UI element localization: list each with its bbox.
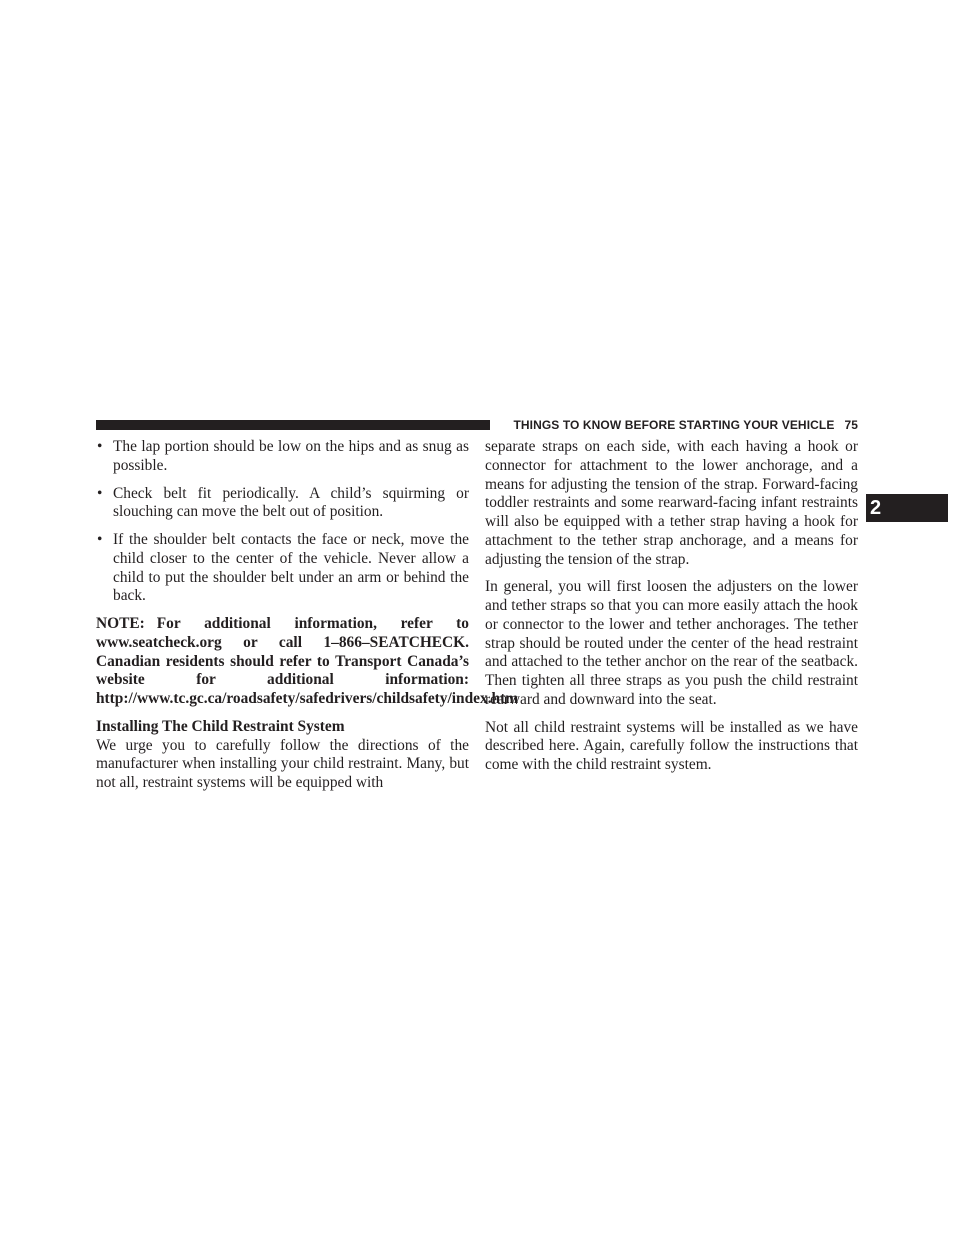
page-number: 75 — [844, 418, 858, 432]
bullet-text: Check belt fit periodically. A child’s squirming or slouching can move the belt out of position. — [113, 484, 469, 521]
chapter-tab: 2 — [866, 494, 948, 522]
list-item — [96, 531, 469, 606]
note-label: NOTE: — [96, 615, 145, 632]
header-title: THINGS TO KNOW BEFORE STARTING YOUR VEHICLE — [513, 418, 835, 432]
running-header — [513, 417, 858, 433]
bullet-icon: • — [97, 438, 103, 455]
right-column — [485, 438, 858, 784]
note-text: For additional information, refer to www.seatcheck.org or call 1–866–SEATCHECK. Canadian residents should refer to Transport Canada’s website for additional information: http://www.tc.gc.ca/roadsafety/safedrivers/childsafety/index.htm — [96, 615, 519, 707]
list-item — [96, 485, 469, 523]
bullet-text: The lap portion should be low on the hips and as snug as possible. — [113, 438, 469, 474]
header-rule — [96, 420, 490, 430]
bullet-icon: • — [97, 531, 103, 548]
paragraph: Not all child restraint systems will be installed as we have described here. Again, carefully follow the instructions that come with the child restraint system. — [485, 718, 858, 773]
paragraph: separate straps on each side, with each having a hook or connector for attachment to the lower anchorage, and a means for adjusting the tension of the strap. Forward-facing toddler restraints and some rearward-facing infant restraints will also be equipped with a tether strap having a hook for attachment to the tether strap anchorage, and a means for adjusting the tension of the strap. — [485, 438, 858, 568]
bullet-text: If the shoulder belt contacts the face or neck, move the child closer to the center of the vehicle. Never allow a child to put the shoulder belt under an arm or behind the back. — [113, 531, 469, 605]
section-heading: Installing The Child Restraint System — [96, 717, 345, 735]
note-block — [96, 615, 519, 709]
list-item — [96, 438, 469, 476]
bullet-icon: • — [97, 484, 103, 502]
left-column — [96, 438, 519, 802]
section-paragraph: We urge you to carefully follow the directions of the manufacturer when installing your child restraint. Many, but not all, restraint systems will be equipped with — [96, 736, 469, 791]
paragraph: In general, you will first loosen the adjusters on the lower and tether straps so that you can more easily attach the hook or connector to the lower and tether anchorages. The tether strap should be routed under the center of the head restraint and attached to the tether anchor on the rear of the seatback. Then tighten all three straps as you push the child restraint rearward and downward into the seat. — [485, 578, 858, 708]
bullet-list — [96, 438, 469, 606]
